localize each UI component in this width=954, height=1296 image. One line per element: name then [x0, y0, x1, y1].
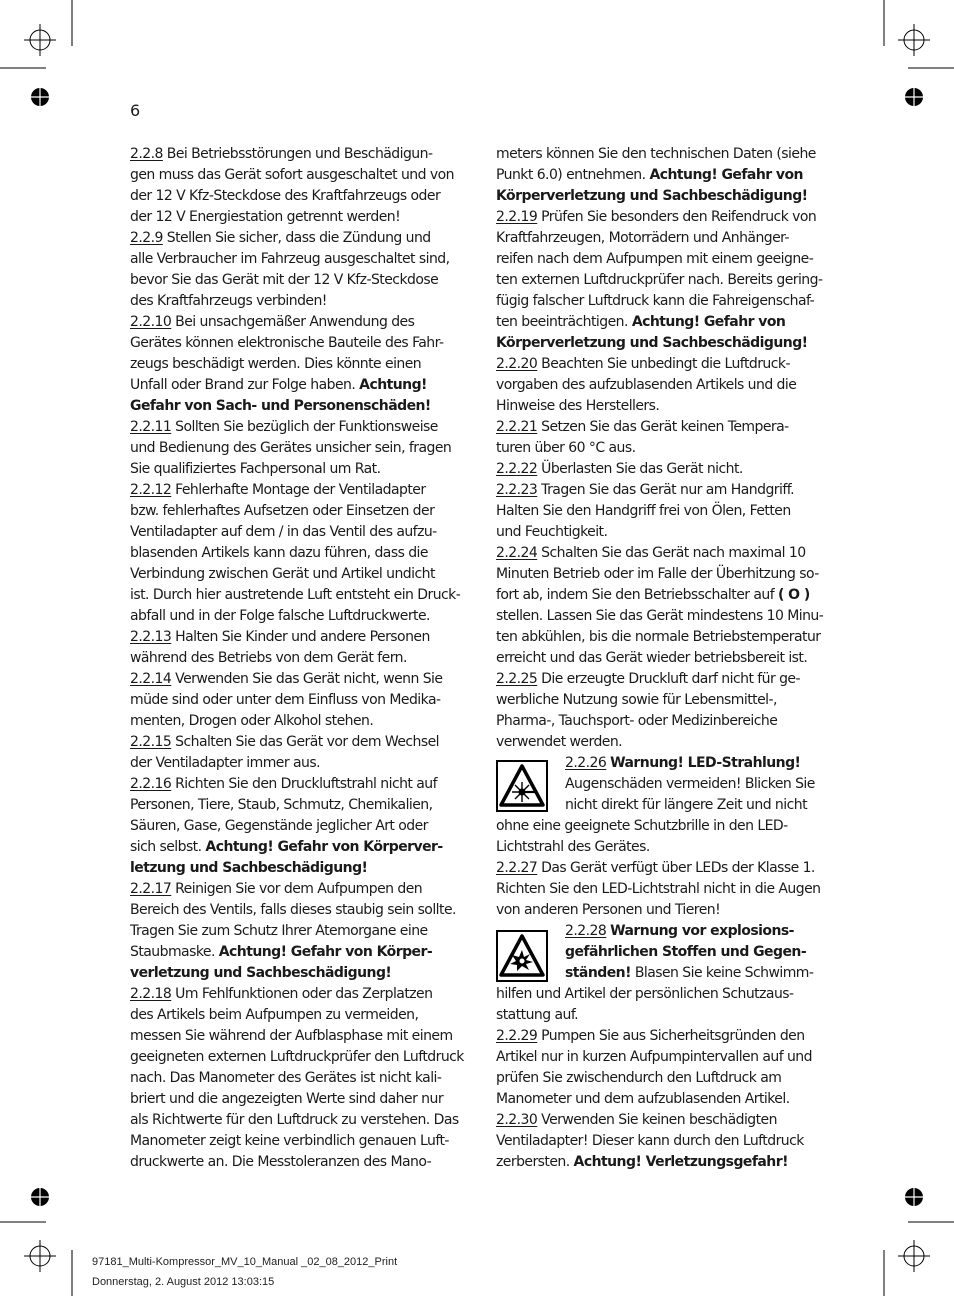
text-line: [130, 207, 460, 228]
text-line: [130, 606, 460, 627]
text-line: [496, 732, 828, 753]
text-line: [496, 291, 828, 312]
section-number: 2.2.17: [130, 881, 172, 897]
text-line: [130, 165, 460, 186]
text-line: [130, 270, 460, 291]
text-line: [130, 459, 460, 480]
section-number: 2.2.15: [130, 734, 172, 750]
body-text: Richten Sie den Druckluftstrahl nicht auf: [171, 776, 437, 792]
body-text: Artikel nur in kurzen Aufpumpintervallen auf und: [496, 1049, 812, 1065]
text-line: [130, 1152, 460, 1173]
text-line: [130, 186, 460, 207]
body-text: verwendet werden.: [496, 734, 623, 750]
body-text: Manometer zeigt keine verbindlich genauen Luft-: [130, 1133, 449, 1149]
body-text: Überlasten Sie das Gerät nicht.: [537, 461, 743, 477]
body-text: stattung auf.: [496, 1007, 579, 1023]
text-line: [496, 1131, 828, 1152]
body-text: Beachten Sie unbedingt die Luftdruck-: [537, 356, 790, 372]
text-line: [130, 417, 460, 438]
body-text: Manometer und dem aufzublasenden Artikel.: [496, 1091, 790, 1107]
bold-warning-text: ständen!: [565, 965, 631, 981]
text-line: [130, 354, 460, 375]
body-text: der 12 V Energiestation getrennt werden!: [130, 209, 401, 225]
section-number: 2.2.11: [130, 419, 172, 435]
text-line: [130, 312, 460, 333]
body-text: bzw. fehlerhaftes Aufsetzen oder Einsetzen der: [130, 503, 435, 519]
section-number: 2.2.12: [130, 482, 172, 498]
text-line: [496, 669, 828, 690]
text-line: [130, 1131, 460, 1152]
text-line: [496, 312, 828, 333]
body-text: Setzen Sie das Gerät keinen Tempera-: [537, 419, 789, 435]
text-line: [496, 249, 828, 270]
body-text: Die erzeugte Druckluft darf nicht für ge-: [537, 671, 800, 687]
text-line: [130, 1068, 460, 1089]
section-number: 2.2.18: [130, 986, 172, 1002]
explosive-warning-icon: [496, 930, 548, 982]
text-line: [496, 459, 828, 480]
laser-warning-icon: [496, 760, 548, 812]
body-text: und Bedienung des Gerätes unsicher sein, fragen: [130, 440, 452, 456]
section-number: 2.2.29: [496, 1028, 538, 1044]
text-line: [496, 1047, 828, 1068]
body-text: geeigneten externen Luftdruckprüfer den Luftdruck: [130, 1049, 464, 1065]
body-text: Verwenden Sie keinen beschädigten: [537, 1112, 777, 1128]
body-text: werbliche Nutzung sowie für Lebensmittel-,: [496, 692, 777, 708]
text-line: [496, 900, 828, 921]
body-text: Sie qualifiziertes Fachpersonal um Rat.: [130, 461, 381, 477]
body-text: bevor Sie das Gerät mit der 12 V Kfz-Steckdose: [130, 272, 439, 288]
bold-warning-text: Achtung! Verletzungsgefahr!: [573, 1154, 788, 1170]
bold-warning-text: Achtung!: [359, 377, 427, 393]
text-line: [496, 1068, 828, 1089]
body-text: blasenden Artikels kann dazu führen, dass die: [130, 545, 428, 561]
body-text: Personen, Tiere, Staub, Schmutz, Chemikalien,: [130, 797, 433, 813]
footer-date: Donnerstag, 2. August 2012 13:03:15: [92, 1276, 275, 1288]
body-text: Pharma-, Tauchsport- oder Medizinbereiche: [496, 713, 778, 729]
text-line: [130, 543, 460, 564]
body-text: Schalten Sie das Gerät nach maximal 10: [537, 545, 806, 561]
body-text: ten externen Luftdruckprüfer nach. Bereits gering-: [496, 272, 823, 288]
text-line: [496, 1110, 828, 1131]
body-text: nicht direkt für längere Zeit und nicht: [565, 797, 808, 813]
text-line: [496, 1152, 828, 1173]
text-line: [130, 501, 460, 522]
text-line: [130, 1026, 460, 1047]
text-line: [130, 690, 460, 711]
bold-warning-text: Achtung! Gefahr von Körper-: [218, 944, 433, 960]
text-line: [130, 669, 460, 690]
body-text: von anderen Personen und Tieren!: [496, 902, 721, 918]
body-text: stellen. Lassen Sie das Gerät mindestens 10 Minu-: [496, 608, 824, 624]
text-line: [130, 291, 460, 312]
body-text: prüfen Sie zwischendurch den Luftdruck am: [496, 1070, 782, 1086]
text-line: [496, 480, 828, 501]
text-line: [496, 417, 828, 438]
text-line: [496, 501, 828, 522]
section-number: 2.2.25: [496, 671, 538, 687]
text-line: [496, 438, 828, 459]
page-number: 6: [130, 101, 141, 120]
body-text: Fehlerhafte Montage der Ventiladapter: [171, 482, 426, 498]
bold-warning-text: verletzung und Sachbeschädigung!: [130, 965, 392, 981]
section-number: 2.2.19: [496, 209, 538, 225]
section-number: 2.2.21: [496, 419, 538, 435]
section-number: 2.2.20: [496, 356, 538, 372]
body-text: menten, Drogen oder Alkohol stehen.: [130, 713, 374, 729]
body-text: druckwerte an. Die Messtoleranzen des Mano-: [130, 1154, 432, 1170]
body-text: Stellen Sie sicher, dass die Zündung und: [162, 230, 431, 246]
text-line: [130, 879, 460, 900]
body-text: Unfall oder Brand zur Folge haben.: [130, 377, 360, 393]
text-line: [130, 1005, 460, 1026]
body-text: Minuten Betrieb oder im Falle der Überhitzung so-: [496, 566, 819, 582]
bold-warning-text: Warnung vor explosions-: [610, 923, 794, 939]
body-text: reifen nach dem Aufpumpen mit einem geeigne-: [496, 251, 814, 267]
body-text: Hinweise des Herstellers.: [496, 398, 660, 414]
text-line: [496, 207, 828, 228]
body-text: Sollten Sie bezüglich der Funktionsweise: [171, 419, 438, 435]
body-text: als Richtwerte für den Luftdruck zu verstehen. Das: [130, 1112, 459, 1128]
text-line: [130, 396, 460, 417]
text-line: [496, 270, 828, 291]
body-text: Halten Sie Kinder und andere Personen: [171, 629, 430, 645]
text-line: [130, 564, 460, 585]
text-line: [496, 333, 828, 354]
bold-warning-text: Körperverletzung und Sachbeschädigung!: [496, 335, 808, 351]
body-text: Augenschäden vermeiden! Blicken Sie: [565, 776, 815, 792]
body-text: gen muss das Gerät sofort ausgeschaltet und von: [130, 167, 454, 183]
section-number: 2.2.30: [496, 1112, 538, 1128]
section-number: 2.2.24: [496, 545, 538, 561]
text-line: [130, 522, 460, 543]
text-line: [130, 585, 460, 606]
text-line: [496, 186, 828, 207]
body-text: Bei Betriebsstörungen und Beschädigun-: [162, 146, 433, 162]
body-text: erreicht und das Gerät wieder betriebsbereit ist.: [496, 650, 808, 666]
text-line: [130, 627, 460, 648]
text-line: [130, 1047, 464, 1068]
body-text: des Kraftfahrzeugs verbinden!: [130, 293, 327, 309]
section-number: 2.2.23: [496, 482, 538, 498]
text-line: [130, 795, 460, 816]
text-line: [130, 711, 460, 732]
text-line: [130, 1089, 460, 1110]
body-text: turen über 60 °C aus.: [496, 440, 636, 456]
text-line: [496, 1026, 828, 1047]
body-text: Richten Sie den LED-Lichtstrahl nicht in die Augen: [496, 881, 821, 897]
body-text: messen Sie während der Aufblasphase mit einem: [130, 1028, 453, 1044]
text-line: [496, 585, 828, 606]
body-text: Lichtstrahl des Gerätes.: [496, 839, 650, 855]
bold-warning-text: gefährlichen Stoffen und Gegen-: [565, 944, 807, 960]
bold-warning-text: Körperverletzung und Sachbeschädigung!: [496, 188, 808, 204]
bold-warning-text: Achtung! Gefahr von: [649, 167, 803, 183]
section-number: 2.2.22: [496, 461, 538, 477]
text-line: [130, 438, 460, 459]
body-text: Staubmaske.: [130, 944, 219, 960]
text-line: [496, 522, 828, 543]
body-text: zeugs beschädigt werden. Dies könnte einen: [130, 356, 422, 372]
right-column: [496, 144, 828, 1173]
text-line: [130, 333, 460, 354]
body-text: Halten Sie den Handgriff frei von Ölen, Fetten: [496, 503, 791, 519]
body-text: meters können Sie den technischen Daten (siehe: [496, 146, 816, 162]
text-line: [496, 816, 828, 837]
section-number: 2.2.28: [565, 923, 607, 939]
text-line: [130, 837, 460, 858]
body-text: vorgaben des aufzublasenden Artikels und die: [496, 377, 797, 393]
body-text: ten beeinträchtigen.: [496, 314, 632, 330]
section-number: 2.2.8: [130, 146, 163, 162]
text-line: [496, 144, 828, 165]
text-line: [130, 816, 460, 837]
body-text: Punkt 6.0) entnehmen.: [496, 167, 650, 183]
body-text: ohne eine geeignete Schutzbrille in den LED-: [496, 818, 788, 834]
body-text: Verwenden Sie das Gerät nicht, wenn Sie: [171, 671, 443, 687]
body-text: Kraftfahrzeugen, Motorrädern und Anhänger-: [496, 230, 789, 246]
section-number: 2.2.16: [130, 776, 172, 792]
body-text: abfall und in der Folge falsche Luftdruckwerte.: [130, 608, 430, 624]
text-line: [496, 228, 828, 249]
body-text: Um Fehlfunktionen oder das Zerplatzen: [171, 986, 433, 1002]
text-line: [496, 1005, 828, 1026]
section-number: 2.2.10: [130, 314, 172, 330]
text-line: [130, 480, 460, 501]
body-text: der Ventiladapter immer aus.: [130, 755, 320, 771]
body-text: des Artikels beim Aufpumpen zu vermeiden,: [130, 1007, 419, 1023]
text-line: [130, 249, 460, 270]
text-line: [130, 900, 460, 921]
body-text: müde sind oder unter dem Einfluss von Medika-: [130, 692, 441, 708]
text-line: [130, 921, 460, 942]
section-number: 2.2.26: [565, 755, 607, 771]
body-text: Tragen Sie das Gerät nur am Handgriff.: [537, 482, 794, 498]
body-text: Bei unsachgemäßer Anwendung des: [171, 314, 415, 330]
text-line: [130, 753, 460, 774]
left-column: [130, 144, 464, 1173]
text-line: [130, 963, 460, 984]
body-text: Bereich des Ventils, falls dieses staubig sein sollte.: [130, 902, 456, 918]
body-text: Pumpen Sie aus Sicherheitsgründen den: [537, 1028, 805, 1044]
text-line: [130, 774, 460, 795]
text-line: [130, 1110, 460, 1131]
body-text: ist. Durch hier austretende Luft entsteht ein Druck-: [130, 587, 461, 603]
text-line: [496, 858, 828, 879]
text-line: [496, 984, 828, 1005]
body-text: Gerätes können elektronische Bauteile des Fahr-: [130, 335, 444, 351]
text-line: [496, 564, 828, 585]
section-number: 2.2.27: [496, 860, 538, 876]
text-line: [496, 165, 828, 186]
body-text: alle Verbraucher im Fahrzeug ausgeschaltet sind,: [130, 251, 450, 267]
body-text: Das Gerät verfügt über LEDs der Klasse 1.: [537, 860, 815, 876]
body-text: nach. Das Manometer des Gerätes ist nicht kali-: [130, 1070, 442, 1086]
section-number: 2.2.9: [130, 230, 163, 246]
text-line: [130, 984, 460, 1005]
section-number: 2.2.13: [130, 629, 172, 645]
body-text: fügig falscher Luftdruck kann die Fahreigenschaf-: [496, 293, 815, 309]
body-text: Prüfen Sie besonders den Reifendruck von: [537, 209, 817, 225]
text-line: [496, 879, 828, 900]
body-text: fort ab, indem Sie den Betriebsschalter auf: [496, 587, 778, 603]
body-text: Reinigen Sie vor dem Aufpumpen den: [171, 881, 423, 897]
body-text: hilfen und Artikel der persönlichen Schutzaus-: [496, 986, 794, 1002]
bold-warning-text: ( O ): [778, 587, 810, 603]
text-line: [496, 837, 828, 858]
body-text: Verbindung zwischen Gerät und Artikel undicht: [130, 566, 435, 582]
body-text: Schalten Sie das Gerät vor dem Wechsel: [171, 734, 440, 750]
text-line: [496, 606, 828, 627]
bold-warning-text: Achtung! Gefahr von Körperver-: [205, 839, 443, 855]
text-line: [130, 144, 460, 165]
body-text: Blasen Sie keine Schwimm-: [630, 965, 814, 981]
text-line: [496, 627, 828, 648]
body-text: ten abkühlen, bis die normale Betriebstemperatur: [496, 629, 821, 645]
text-line: [130, 228, 460, 249]
body-text: Tragen Sie zum Schutz Ihrer Atemorgane eine: [130, 923, 428, 939]
text-line: [496, 648, 828, 669]
footer-file: 97181_Multi-Kompressor_MV_10_Manual _02_08_2012_Print: [92, 1256, 398, 1268]
body-text: Ventiladapter auf dem / in das Ventil des aufzu-: [130, 524, 437, 540]
bold-warning-text: letzung und Sachbeschädigung!: [130, 860, 368, 876]
text-line: [496, 711, 828, 732]
text-line: [130, 942, 460, 963]
body-text: und Feuchtigkeit.: [496, 524, 608, 540]
text-line: [130, 732, 460, 753]
body-text: sich selbst.: [130, 839, 206, 855]
text-line: [496, 543, 828, 564]
body-text: während des Betriebs von dem Gerät fern.: [130, 650, 407, 666]
section-number: 2.2.14: [130, 671, 172, 687]
body-text: Säuren, Gase, Gegenstände jeglicher Art oder: [130, 818, 428, 834]
body-text: der 12 V Kfz-Steckdose des Kraftfahrzeugs oder: [130, 188, 441, 204]
body-text: zerbersten.: [496, 1154, 574, 1170]
body-text: Ventiladapter! Dieser kann durch den Luftdruck: [496, 1133, 804, 1149]
text-line: [130, 858, 460, 879]
bold-warning-text: Gefahr von Sach- und Personenschäden!: [130, 398, 431, 414]
bold-warning-text: Achtung! Gefahr von: [631, 314, 786, 330]
text-line: [130, 648, 460, 669]
bold-warning-text: Warnung! LED-Strahlung!: [610, 755, 801, 771]
text-line: [496, 354, 828, 375]
text-line: [496, 690, 828, 711]
text-line: [496, 396, 828, 417]
text-line: [496, 1089, 828, 1110]
text-line: [496, 375, 828, 396]
text-line: [130, 375, 460, 396]
body-text: briert und die angezeigten Werte sind daher nur: [130, 1091, 444, 1107]
